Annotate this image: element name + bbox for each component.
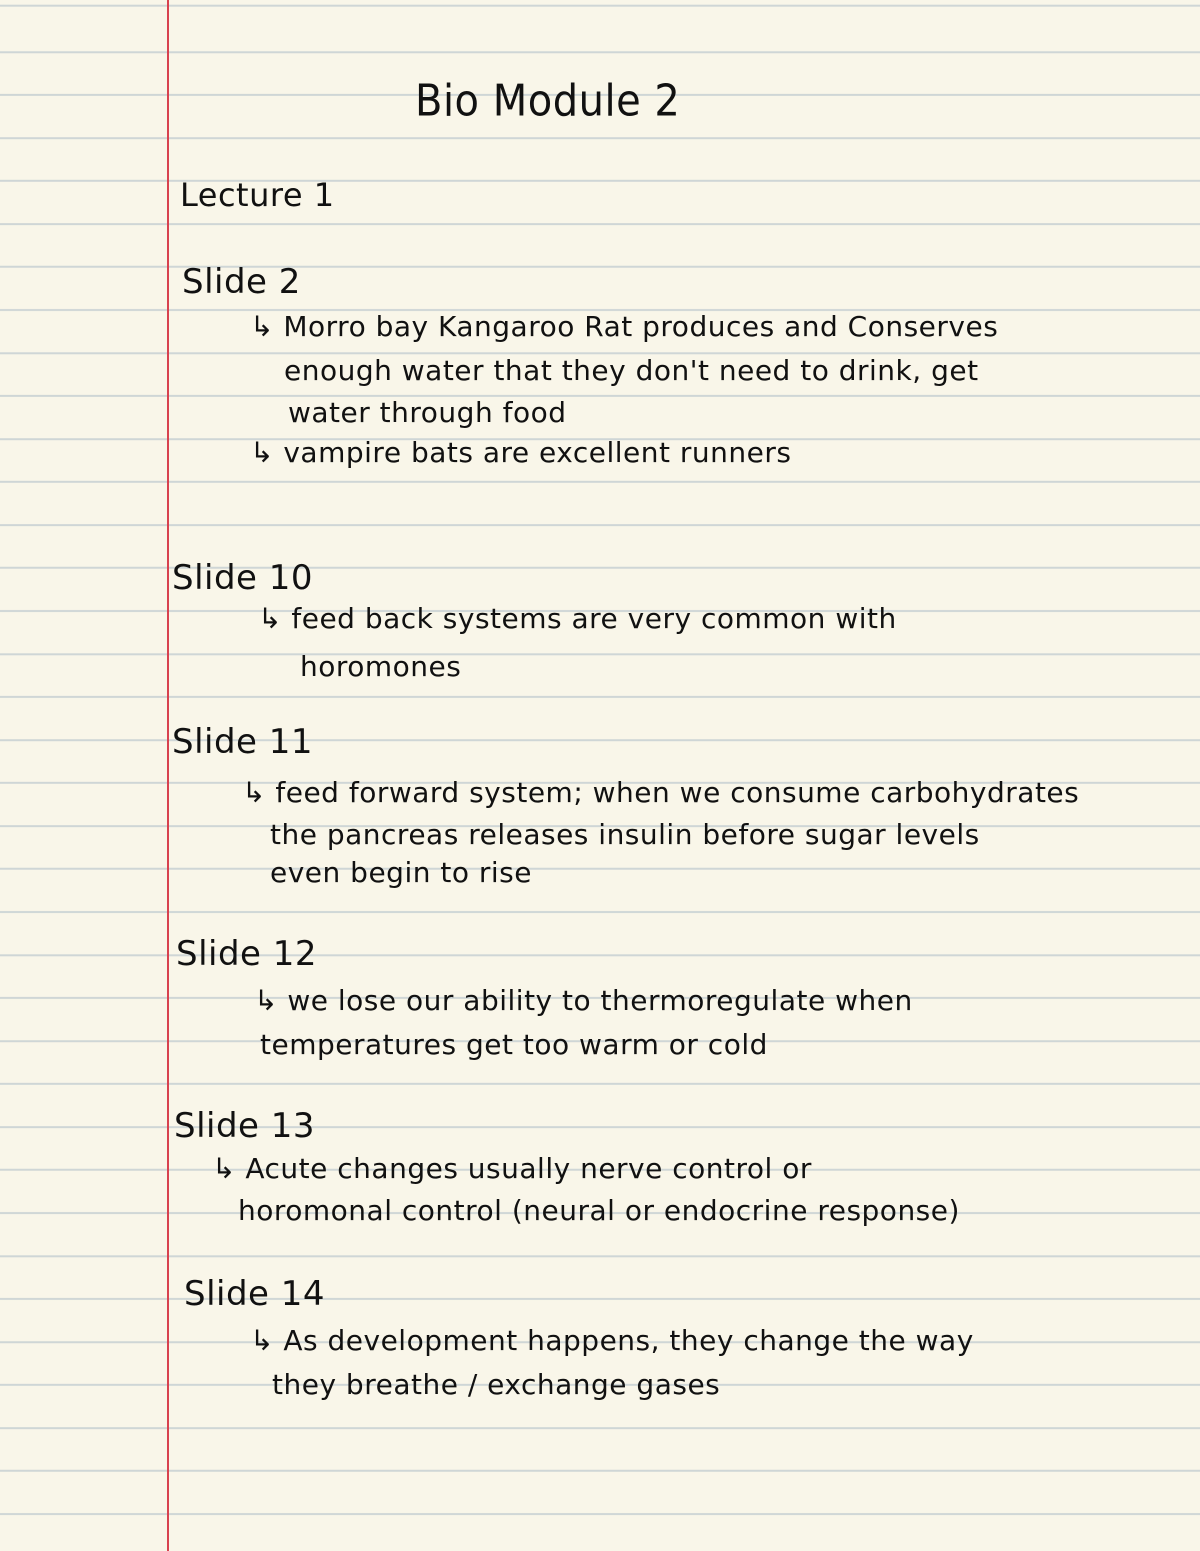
note-line: ↳ As development happens, they change the way xyxy=(250,1324,974,1357)
slide-heading-12: Slide 12 xyxy=(176,934,318,974)
note-line: they breathe / exchange gases xyxy=(272,1368,721,1401)
slide-heading-14: Slide 14 xyxy=(184,1274,326,1314)
slide-heading-10: Slide 10 xyxy=(172,558,314,598)
lecture-heading: Lecture 1 xyxy=(180,176,335,214)
note-line: ↳ we lose our ability to thermoregulate when xyxy=(254,984,913,1017)
note-line: ↳ Morro bay Kangaroo Rat produces and Conserves xyxy=(250,310,999,343)
note-line: horomonal control (neural or endocrine response) xyxy=(238,1194,960,1227)
slide-heading-13: Slide 13 xyxy=(174,1106,316,1146)
note-line: ↳ vampire bats are excellent runners xyxy=(250,436,792,469)
note-line: enough water that they don't need to drink, get xyxy=(284,354,979,387)
note-line: ↳ feed back systems are very common with xyxy=(258,602,897,635)
note-line: horomones xyxy=(300,650,462,683)
page-title: Bio Module 2 xyxy=(415,75,681,127)
note-line: water through food xyxy=(288,396,567,429)
slide-heading-11: Slide 11 xyxy=(172,722,314,762)
slide-heading-2: Slide 2 xyxy=(182,262,301,302)
margin-line xyxy=(167,0,169,1551)
note-line: even begin to rise xyxy=(270,856,532,889)
note-line: the pancreas releases insulin before sugar levels xyxy=(270,818,980,851)
note-line: ↳ feed forward system; when we consume carbohydrates xyxy=(242,776,1080,809)
note-line: temperatures get too warm or cold xyxy=(260,1028,768,1061)
note-line: ↳ Acute changes usually nerve control or xyxy=(212,1152,812,1185)
